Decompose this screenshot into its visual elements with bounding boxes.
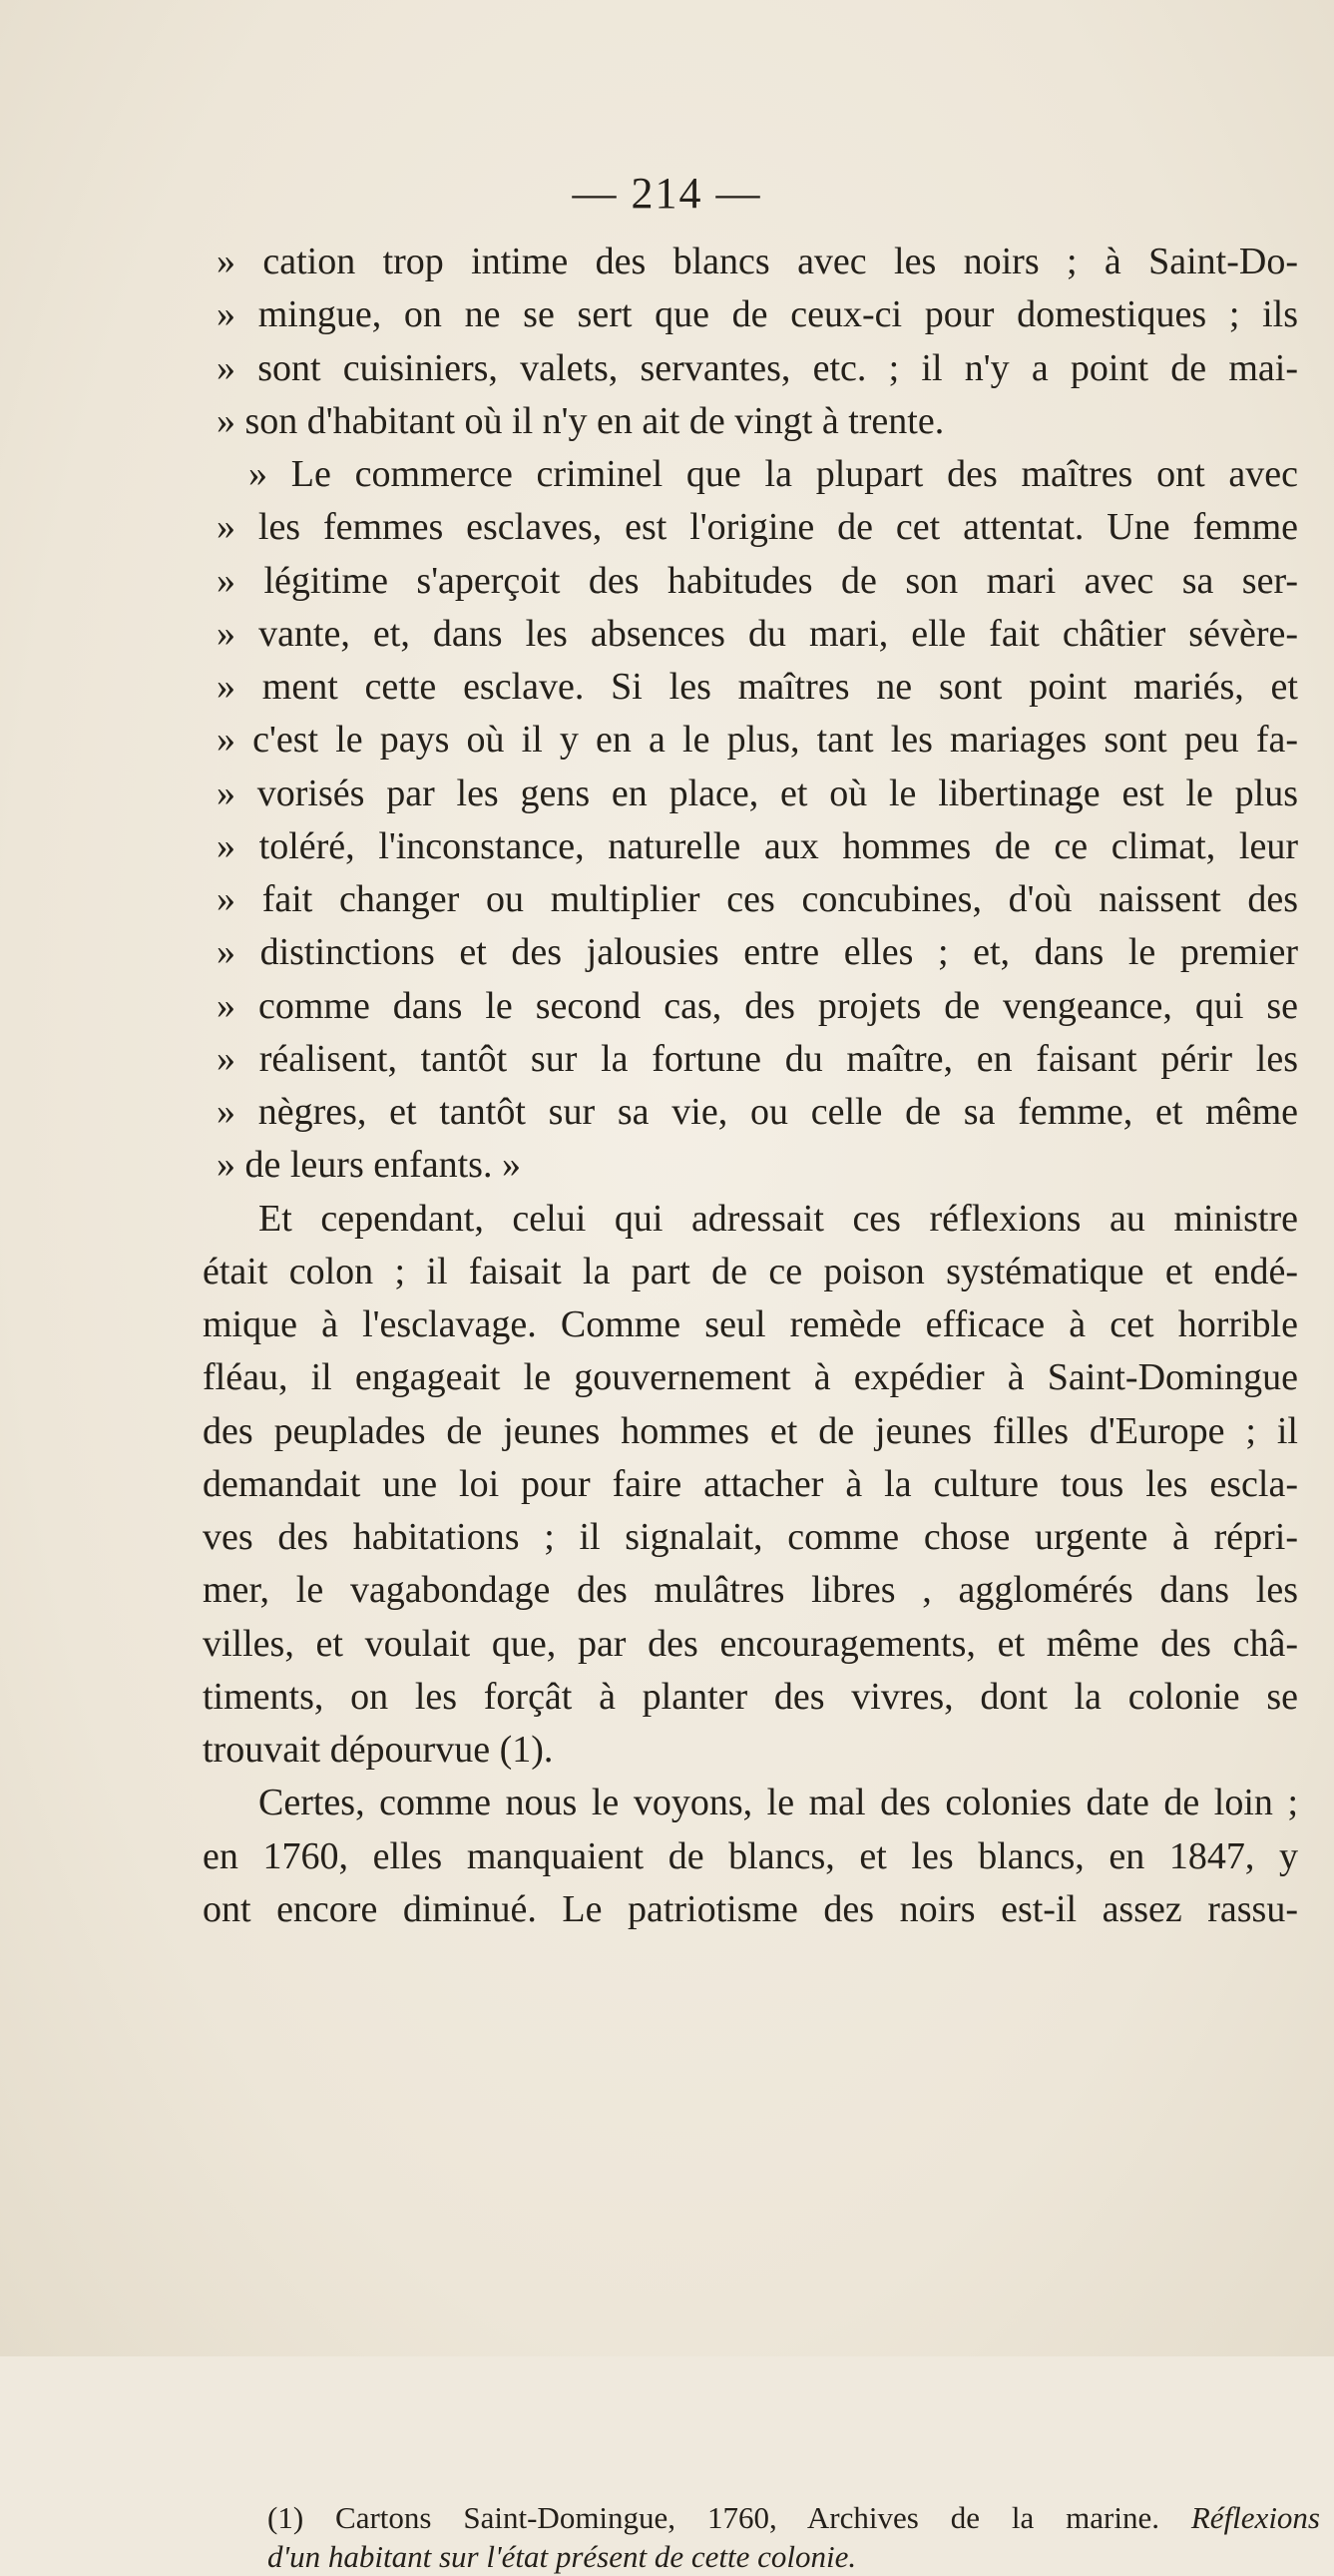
text-line: » réalisent, tantôt sur la fortune du maître, en faisant périr les (217, 1037, 1298, 1080)
text-line: » Le commerce criminel que la plupart des maîtres ont avec (248, 453, 1298, 495)
text-line: timents, on les forçât à planter des vivres, dont la colonie se (203, 1675, 1298, 1718)
text-line: fléau, il engageait le gouvernement à expédier à Saint-Domingue (203, 1356, 1298, 1399)
body-text (203, 236, 1298, 1936)
text-line: demandait une loi pour faire attacher à la culture tous les escla- (203, 1462, 1298, 1505)
text-line: des peuplades de jeunes hommes et de jeunes filles d'Europe ; il (203, 1409, 1298, 1452)
text-line: » légitime s'aperçoit des habitudes de son mari avec sa ser- (217, 559, 1298, 602)
footnote-citation: (1) Cartons Saint-Domingue, 1760, Archives de la marine. (267, 2500, 1159, 2535)
text-line: » c'est le pays où il y en a le plus, tant les mariages sont peu fa- (217, 719, 1298, 762)
text-line: » de leurs enfants. » (217, 1144, 521, 1187)
text-line: trouvait dépourvue (1). (203, 1729, 554, 1771)
text-line: en 1760, elles manquaient de blancs, et les blancs, en 1847, y (203, 1834, 1298, 1877)
footnote-line (267, 2498, 1320, 2537)
text-line: mique à l'esclavage. Comme seul remède efficace à cet horrible (203, 1303, 1298, 1345)
text-line: » ment cette esclave. Si les maîtres ne sont point mariés, et (217, 666, 1298, 708)
text-line: » vante, et, dans les absences du mari, elle fait châtier sévère- (217, 612, 1298, 655)
text-line: Certes, comme nous le voyons, le mal des colonies date de loin ; (258, 1782, 1298, 1824)
text-line: » nègres, et tantôt sur sa vie, ou celle de sa femme, et même (217, 1091, 1298, 1133)
text-line: ves des habitations ; il signalait, comme chose urgente à répri- (203, 1516, 1298, 1558)
text-line: mer, le vagabondage des mulâtres libres , agglomérés dans les (203, 1569, 1298, 1612)
text-line: Et cependant, celui qui adressait ces réflexions au ministre (258, 1197, 1298, 1240)
text-line: ont encore diminué. Le patriotisme des noirs est-il assez rassu- (203, 1887, 1298, 1930)
footnote (267, 2498, 1320, 2576)
text-line: était colon ; il faisait la part de ce poison systématique et endé- (203, 1250, 1298, 1292)
text-line: » les femmes esclaves, est l'origine de cet attentat. Une femme (217, 506, 1298, 549)
footnote-title-start: Réflexions (1190, 2500, 1320, 2535)
text-line: » distinctions et des jalousies entre elles ; et, dans le premier (217, 931, 1298, 974)
footnote-title-end: d'un habitant sur l'état présent de cette colonie. (267, 2539, 857, 2574)
text-line: » son d'habitant où il n'y en ait de vingt à trente. (217, 399, 945, 442)
text-line: » toléré, l'inconstance, naturelle aux hommes de ce climat, leur (217, 824, 1298, 867)
text-line: » vorisés par les gens en place, et où le libertinage est le plus (217, 772, 1298, 814)
text-line: » comme dans le second cas, des projets de vengeance, qui se (217, 984, 1298, 1027)
text-line: » sont cuisiniers, valets, servantes, etc. ; il n'y a point de mai- (217, 346, 1298, 389)
text-line: villes, et voulait que, par des encouragements, et même des châ- (203, 1622, 1298, 1665)
text-line: » cation trop intime des blancs avec les noirs ; à Saint-Do- (217, 241, 1298, 282)
text-line: » mingue, on ne se sert que de ceux-ci pour domestiques ; ils (217, 293, 1298, 336)
page-number: — 214 — (572, 169, 762, 218)
text-line: » fait changer ou multiplier ces concubines, d'où naissent des (217, 878, 1298, 920)
